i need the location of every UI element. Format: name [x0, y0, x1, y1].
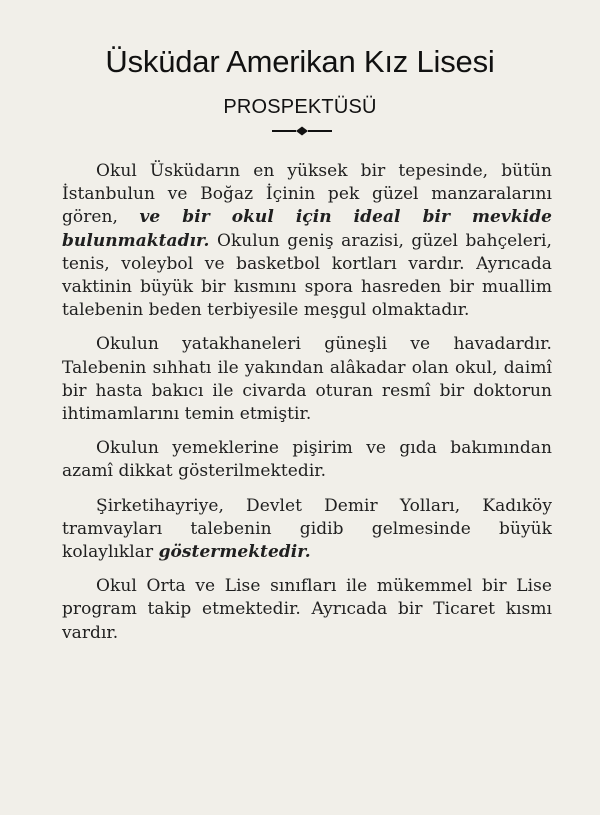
paragraph-span: Okulun yemeklerine pişirim ve gıda bakımından azamî dikkat gösterilmektedir.	[62, 438, 552, 482]
paragraph-health	[62, 333, 552, 426]
ornament-diamond	[296, 127, 308, 136]
paragraph-location	[62, 160, 552, 322]
ornament-divider-icon	[270, 125, 334, 137]
page-title: Üsküdar Amerikan Kız Lisesi	[105, 44, 495, 79]
paragraph-span: Okulun yatakhaneleri güneşli ve havadardır. Talebenin sıhhatı ile yakından alâkadar olan okul, daimî bir hasta bakıcı ile civarda oturan resmî bir doktorun ihtimamlarını temin etmiştir.	[62, 334, 552, 425]
paragraph-span: Şirketihayriye, Devlet Demir Yolları, Kadıköy tramvayları talebenin gidib gelmesinde büyük kolaylıklar	[62, 495, 552, 563]
page-subtitle: PROSPEKTÜSÜ	[223, 96, 377, 118]
paragraph-transport	[62, 495, 552, 565]
paragraph-span-emphasis: ve bir okul için ideal bir mevkide bulunmaktadır.	[62, 207, 552, 251]
paragraph-span: Okulun geniş arazisi, güzel bahçeleri, tenis, voleybol ve basketbol kortları vardır. Ayrıcada vaktinin büyük bir kısmını spora hasreden bir muallim talebenin beden terbiyesile meşgul olmaktadır.	[62, 230, 552, 321]
paragraph-program	[62, 575, 552, 645]
paragraph-span: Okul Üsküdarın en yüksek bir tepesinde, bütün İstanbulun ve Boğaz İçinin pek güzel manzaralarını gören,	[62, 161, 552, 228]
paragraph-meals	[62, 437, 552, 483]
body-text	[62, 160, 552, 656]
paragraph-span: Okul Orta ve Lise sınıfları ile mükemmel bir Lise program takip etmektedir. Ayrıcada bir Ticaret kısmı vardır.	[62, 576, 552, 643]
paragraph-span-emphasis: göstermektedir.	[158, 542, 311, 563]
